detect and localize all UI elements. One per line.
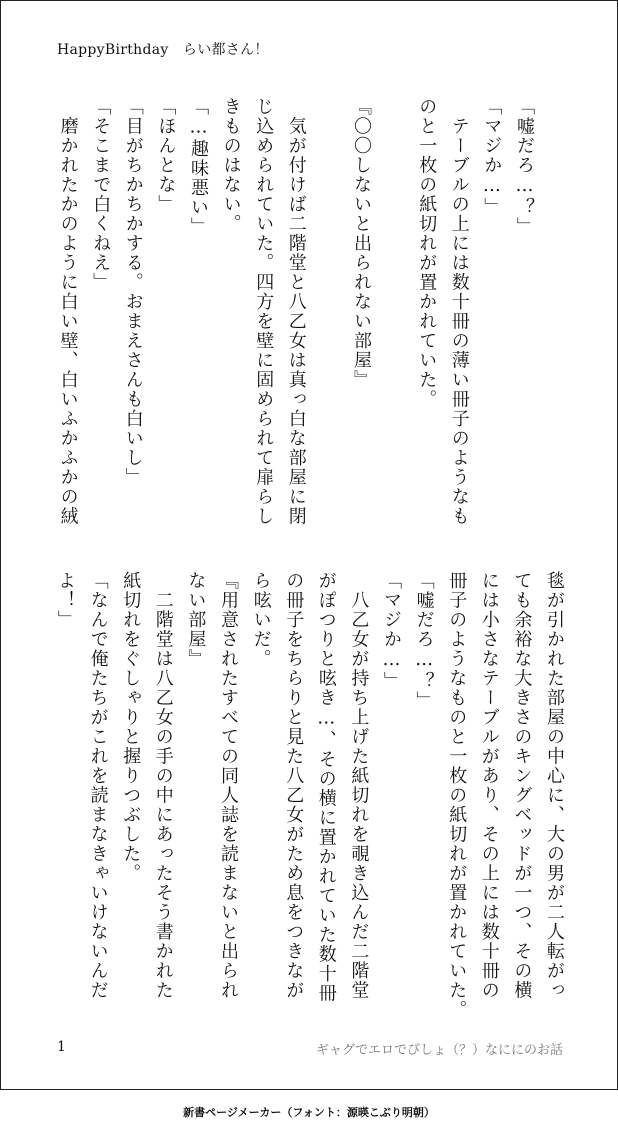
text-column: ら呟いだ。 xyxy=(250,571,272,669)
text-column: 「…趣味悪い」 xyxy=(188,97,209,237)
text-column: 二階堂は八乙女の手の中にあったそう書かれた xyxy=(152,571,174,1000)
text-column: の冊子をちらりと見た八乙女がため息をつきなが xyxy=(283,571,305,1000)
text-column: よ！」 xyxy=(55,571,76,630)
text-column: ても余裕な大きさのキングベッドが一つ、その横 xyxy=(511,571,533,1000)
text-column: 冊子のようなものと一枚の紙切れが置かれていた。 xyxy=(446,571,468,1020)
text-column: 「マジか…」 xyxy=(481,97,503,217)
running-footer-title: ギャグでエロでぴしょ（？）なににのお話 xyxy=(315,1043,563,1058)
text-column: には小さなテーブルがあり、その上には数十冊の xyxy=(478,571,500,1000)
text-column: 毯が引かれた部屋の中心に、大の男が二人転がっ xyxy=(544,571,565,1000)
text-column: 「マジか…」 xyxy=(381,571,402,691)
app-credit: 新書ページメーカー（フォント：源暎こぶり明朝） xyxy=(183,1106,435,1119)
page-number: 1 xyxy=(57,1039,66,1055)
text-column: 「ほんとな」 xyxy=(155,97,177,214)
text-column: 「嘘だろ…？」 xyxy=(413,571,435,711)
text-column: 「なんで俺たちがこれを読まなきゃいけないんだ xyxy=(87,571,109,1000)
text-column: 「嘘だろ…？」 xyxy=(514,97,535,237)
page-header-title: HappyBirthday らい都さん！ xyxy=(57,42,269,58)
text-column: 「目がちかちかする。おまえさんも白いし」 xyxy=(122,97,144,487)
text-column: 紙切れをぐしゃりと握りつぶした。 xyxy=(120,571,142,883)
text-column: ない部屋』 xyxy=(185,571,207,669)
text-column: 磨かれたかのように白い壁、白いふかふかの絨 xyxy=(57,97,79,526)
text-column: 「そこまで白くねえ」 xyxy=(90,97,112,292)
text-column: テーブルの上には数十冊の薄い冊子のようなも xyxy=(448,97,470,526)
text-column: 『用意されたすべての同人誌を読まないと出られ xyxy=(218,571,239,1000)
text-column: じ込められていた。四方を壁に固められて扉らし xyxy=(253,97,275,526)
text-column: のと一枚の紙切れが置かれていた。 xyxy=(416,97,438,409)
text-column: がぽつりと呟き…、その横に置かれていた数十冊 xyxy=(315,571,337,1003)
text-column: 『〇〇しないと出られない部屋』 xyxy=(351,97,372,390)
text-column: 気が付けば二階堂と八乙女は真っ白な部屋に閉 xyxy=(285,97,307,526)
text-column: きものはない。 xyxy=(220,97,242,234)
text-column: 八乙女が持ち上げた紙切れを覗き込んだ二階堂 xyxy=(348,571,370,1000)
